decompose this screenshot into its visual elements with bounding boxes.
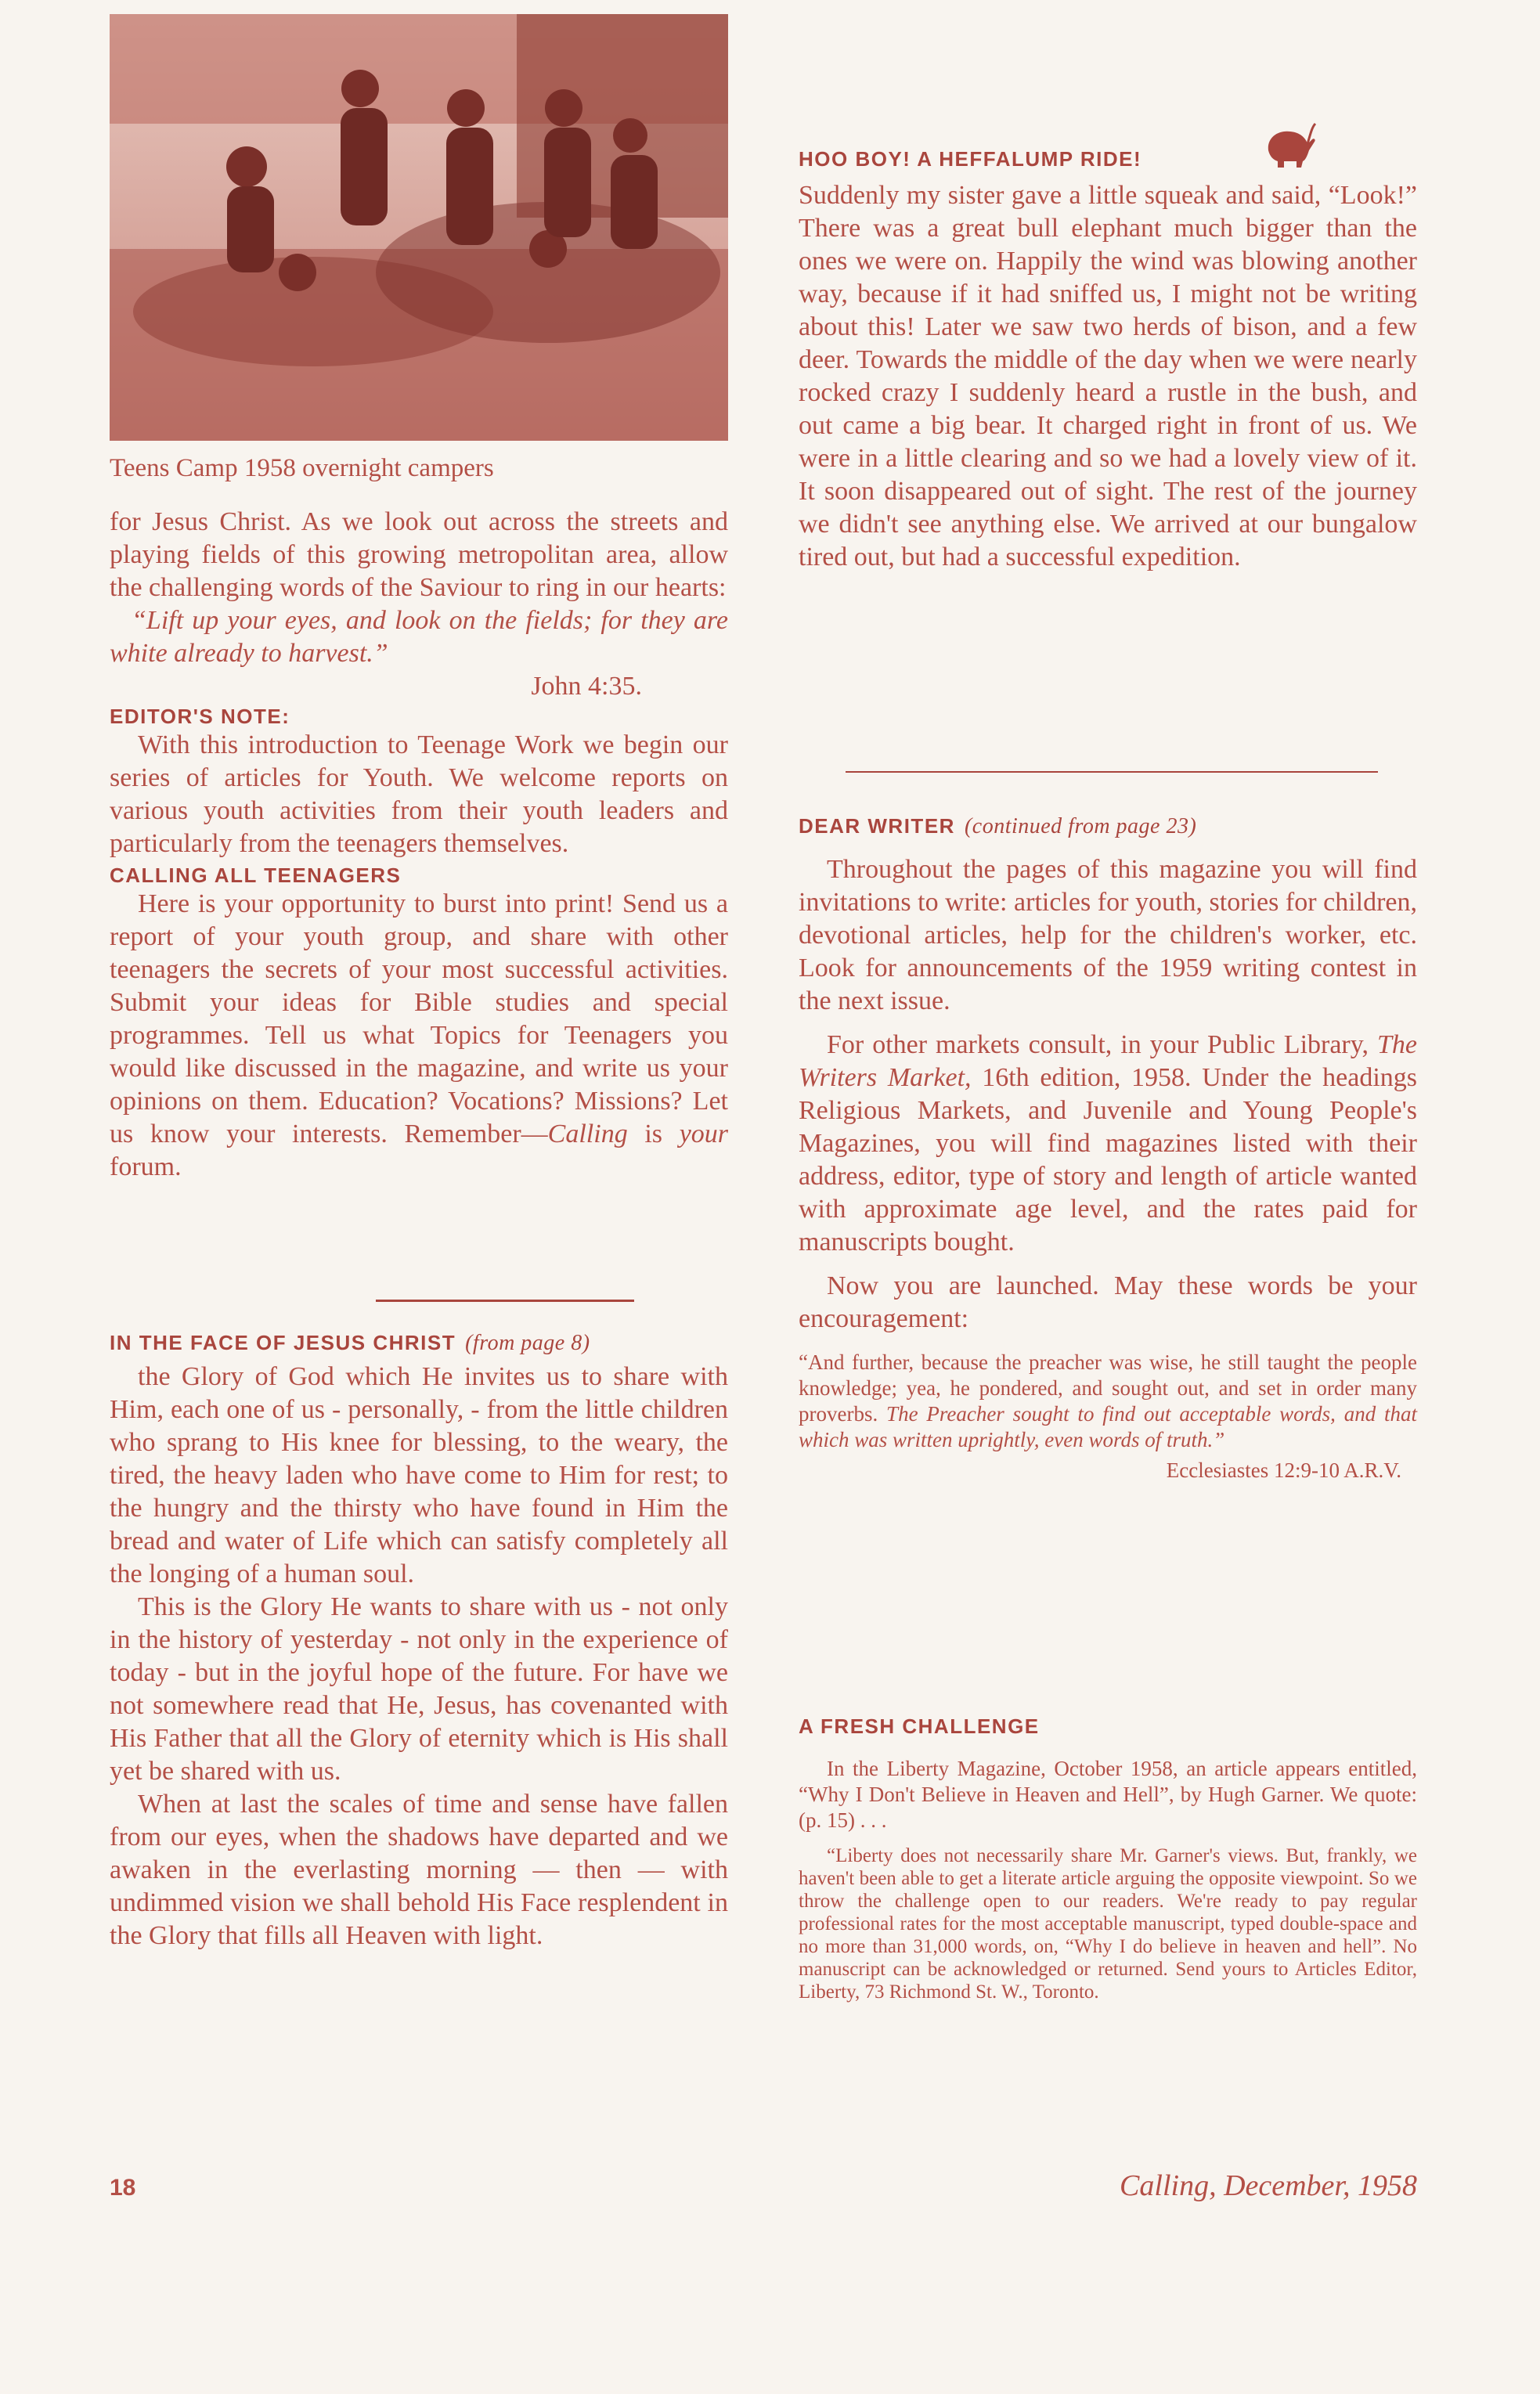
dear-writer-page-ref: (continued from page 23) <box>964 814 1197 838</box>
editors-note-heading: EDITOR'S NOTE: <box>110 705 290 728</box>
face-heading-text: IN THE FACE OF JESUS CHRIST <box>110 1331 456 1354</box>
hoo-heading-text: HOO BOY! A HEFFALUMP RIDE! <box>799 147 1142 171</box>
calling-text-3: forum. <box>110 1152 182 1181</box>
face-paragraph-3: When at last the scales of time and sense have fallen from our eyes, when the shadows have departed and we awaken in the everlasting morning — then — with undimmed vision we shall behold His Face resplendent in the Glory that fills all Heaven with light. <box>110 1790 728 1950</box>
eccl-quote-b: The Preacher sought to find out acceptable words, and that which was written uprightly, even words of truth.” <box>799 1402 1418 1451</box>
dear-writer-paragraph-1: Throughout the pages of this magazine you will find invitations to write: articles for youth, stories for children, devotional articles, help for the children's worker, etc. Look for announcements of the 1959 writing contest in the next issue. <box>799 855 1417 1015</box>
dear-writer-paragraph-2 <box>799 1029 1417 1259</box>
face-paragraph-2: This is the Glory He wants to share with us - not only in the history of yesterday - not only in the experience of today - but in the joyful hope of the future. For have we not somewhere read that He, Jesus, has covenanted with His Father that all the Glory of eternity which is His shall yet be shared with us. <box>110 1592 728 1786</box>
page-number: 18 <box>110 2175 136 2201</box>
dear-writer-heading-text: DEAR WRITER <box>799 814 955 838</box>
hoo-heading <box>799 147 1417 171</box>
calling-teenagers-heading: CALLING ALL TEENAGERS <box>110 863 402 887</box>
dear-p2-b: 16th edition, 1958. Under the headings Religious Markets, and Juvenile and Young People's Magazines, you will find magazines listed with their address, editor, type of story and length of article wanted with approximate age level, and the rates paid for manuscripts bought. <box>799 1063 1418 1256</box>
calling-text-1: Here is your opportunity to burst into print! Send us a report of your youth group, and share with other teenagers the secrets of your most successful activities. Submit your ideas for Bible studies and special programmes. Tell us what Topics for Teenagers you would like discussed in the magazine, and write us your opinions on them. Education? Vocations? Missions? Let us know your interests. Remember— <box>110 889 728 1148</box>
calling-text-2: is <box>644 1119 663 1148</box>
fresh-challenge-paragraph-2: “Liberty does not necessarily share Mr. Garner's views. But, frankly, we haven't been able to get a literate article arguing the opposite viewpoint. So we throw the challenge open to our readers. We're ready to pay regular professional rates for the most acceptable manuscript, typed double-space and no more than 31,000 words, on, “Why I do believe in heaven and hell”. No manuscript can be acknowledged or returned. Send yours to Articles Editor, Liberty, 73 Richmond St. W., Toronto. <box>799 1845 1417 2003</box>
scripture-reference: John 4:35. <box>531 672 642 701</box>
fresh-challenge-section <box>799 1714 1417 2003</box>
writers-market-title: The Writers Market, <box>799 1030 1418 1092</box>
dear-writer-paragraph-3: Now you are launched. May these words be your encouragement: <box>799 1271 1417 1333</box>
calling-magazine-title: Calling <box>547 1119 628 1148</box>
scripture-quote: “Lift up your eyes, and look on the fields; for they are white already to harvest.” <box>110 606 728 668</box>
hoo-text: Suddenly my sister gave a little squeak and said, “Look!” There was a great bull elephant much bigger than the ones we were on. Happily the wind was blowing another way, because if it had sniffed us, I might not be writing about this! Later we saw two herds of bison, and a few deer. Towards the middle of the day when we were nearly rocked crazy I suddenly heard a rustle in the bush, and out came a big bear. It charged right in front of us. We were in a little clearing and so we had a lovely view of it. It soon disappeared out of sight. The rest of the journey we didn't see anything else. We arrived at our bungalow tired out, but had a successful expedition. <box>799 181 1417 571</box>
camp-photo <box>110 14 728 441</box>
intro-text: for Jesus Christ. As we look out across the streets and playing fields of this growing metropolitan area, allow the challenging words of the Saviour to ring in our hearts: <box>110 507 728 602</box>
editors-note-text: With this introduction to Teenage Work we begin our series of articles for Youth. We welcome reports on various youth activities from their youth leaders and particularly from the teenagers themselves. <box>110 730 728 858</box>
face-paragraph-1: the Glory of God which He invites us to share with Him, each one of us - personally, - from the little children who sprang to His knee for blessing, to the weary, the tired, the heavy laden who have come to Him for rest; to the hungry and the thirsty who have found in Him the bread and water of Life which can satisfy completely all the longing of a human soul. <box>110 1362 728 1588</box>
fresh-challenge-paragraph-1: In the Liberty Magazine, October 1958, an article appears entitled, “Why I Don't Believe in Heaven and Hell”, by Hugh Garner. We quote: (p. 15) . . . <box>799 1757 1417 1832</box>
photo-caption: Teens Camp 1958 overnight campers <box>110 454 494 482</box>
face-section <box>110 1331 728 1952</box>
divider-left <box>376 1300 634 1302</box>
eccl-quote-a: “And further, because the preacher was wise, he still taught the people knowledge; yea, he pondered, and sought out, and set in order many proverbs. <box>799 1350 1417 1426</box>
publication-line: Calling, December, 1958 <box>1120 2169 1417 2202</box>
dear-writer-section <box>799 814 1417 1484</box>
face-heading <box>110 1331 728 1356</box>
fresh-challenge-heading: A FRESH CHALLENGE <box>799 1714 1040 1738</box>
elephant-icon <box>1260 121 1317 169</box>
face-page-ref: (from page 8) <box>465 1331 590 1355</box>
hoo-section <box>799 147 1417 574</box>
camp-photo-image <box>110 14 728 441</box>
calling-your: your <box>679 1119 729 1148</box>
divider-right <box>846 771 1378 773</box>
calling-teenagers-text <box>110 888 728 1184</box>
ecclesiastes-ref: Ecclesiastes 12:9-10 A.R.V. <box>1166 1458 1401 1482</box>
dear-writer-heading <box>799 814 1417 839</box>
dear-p2-a: For other markets consult, in your Public Library, <box>827 1030 1369 1059</box>
left-column <box>110 452 728 1184</box>
ecclesiastes-quote <box>799 1350 1417 1453</box>
